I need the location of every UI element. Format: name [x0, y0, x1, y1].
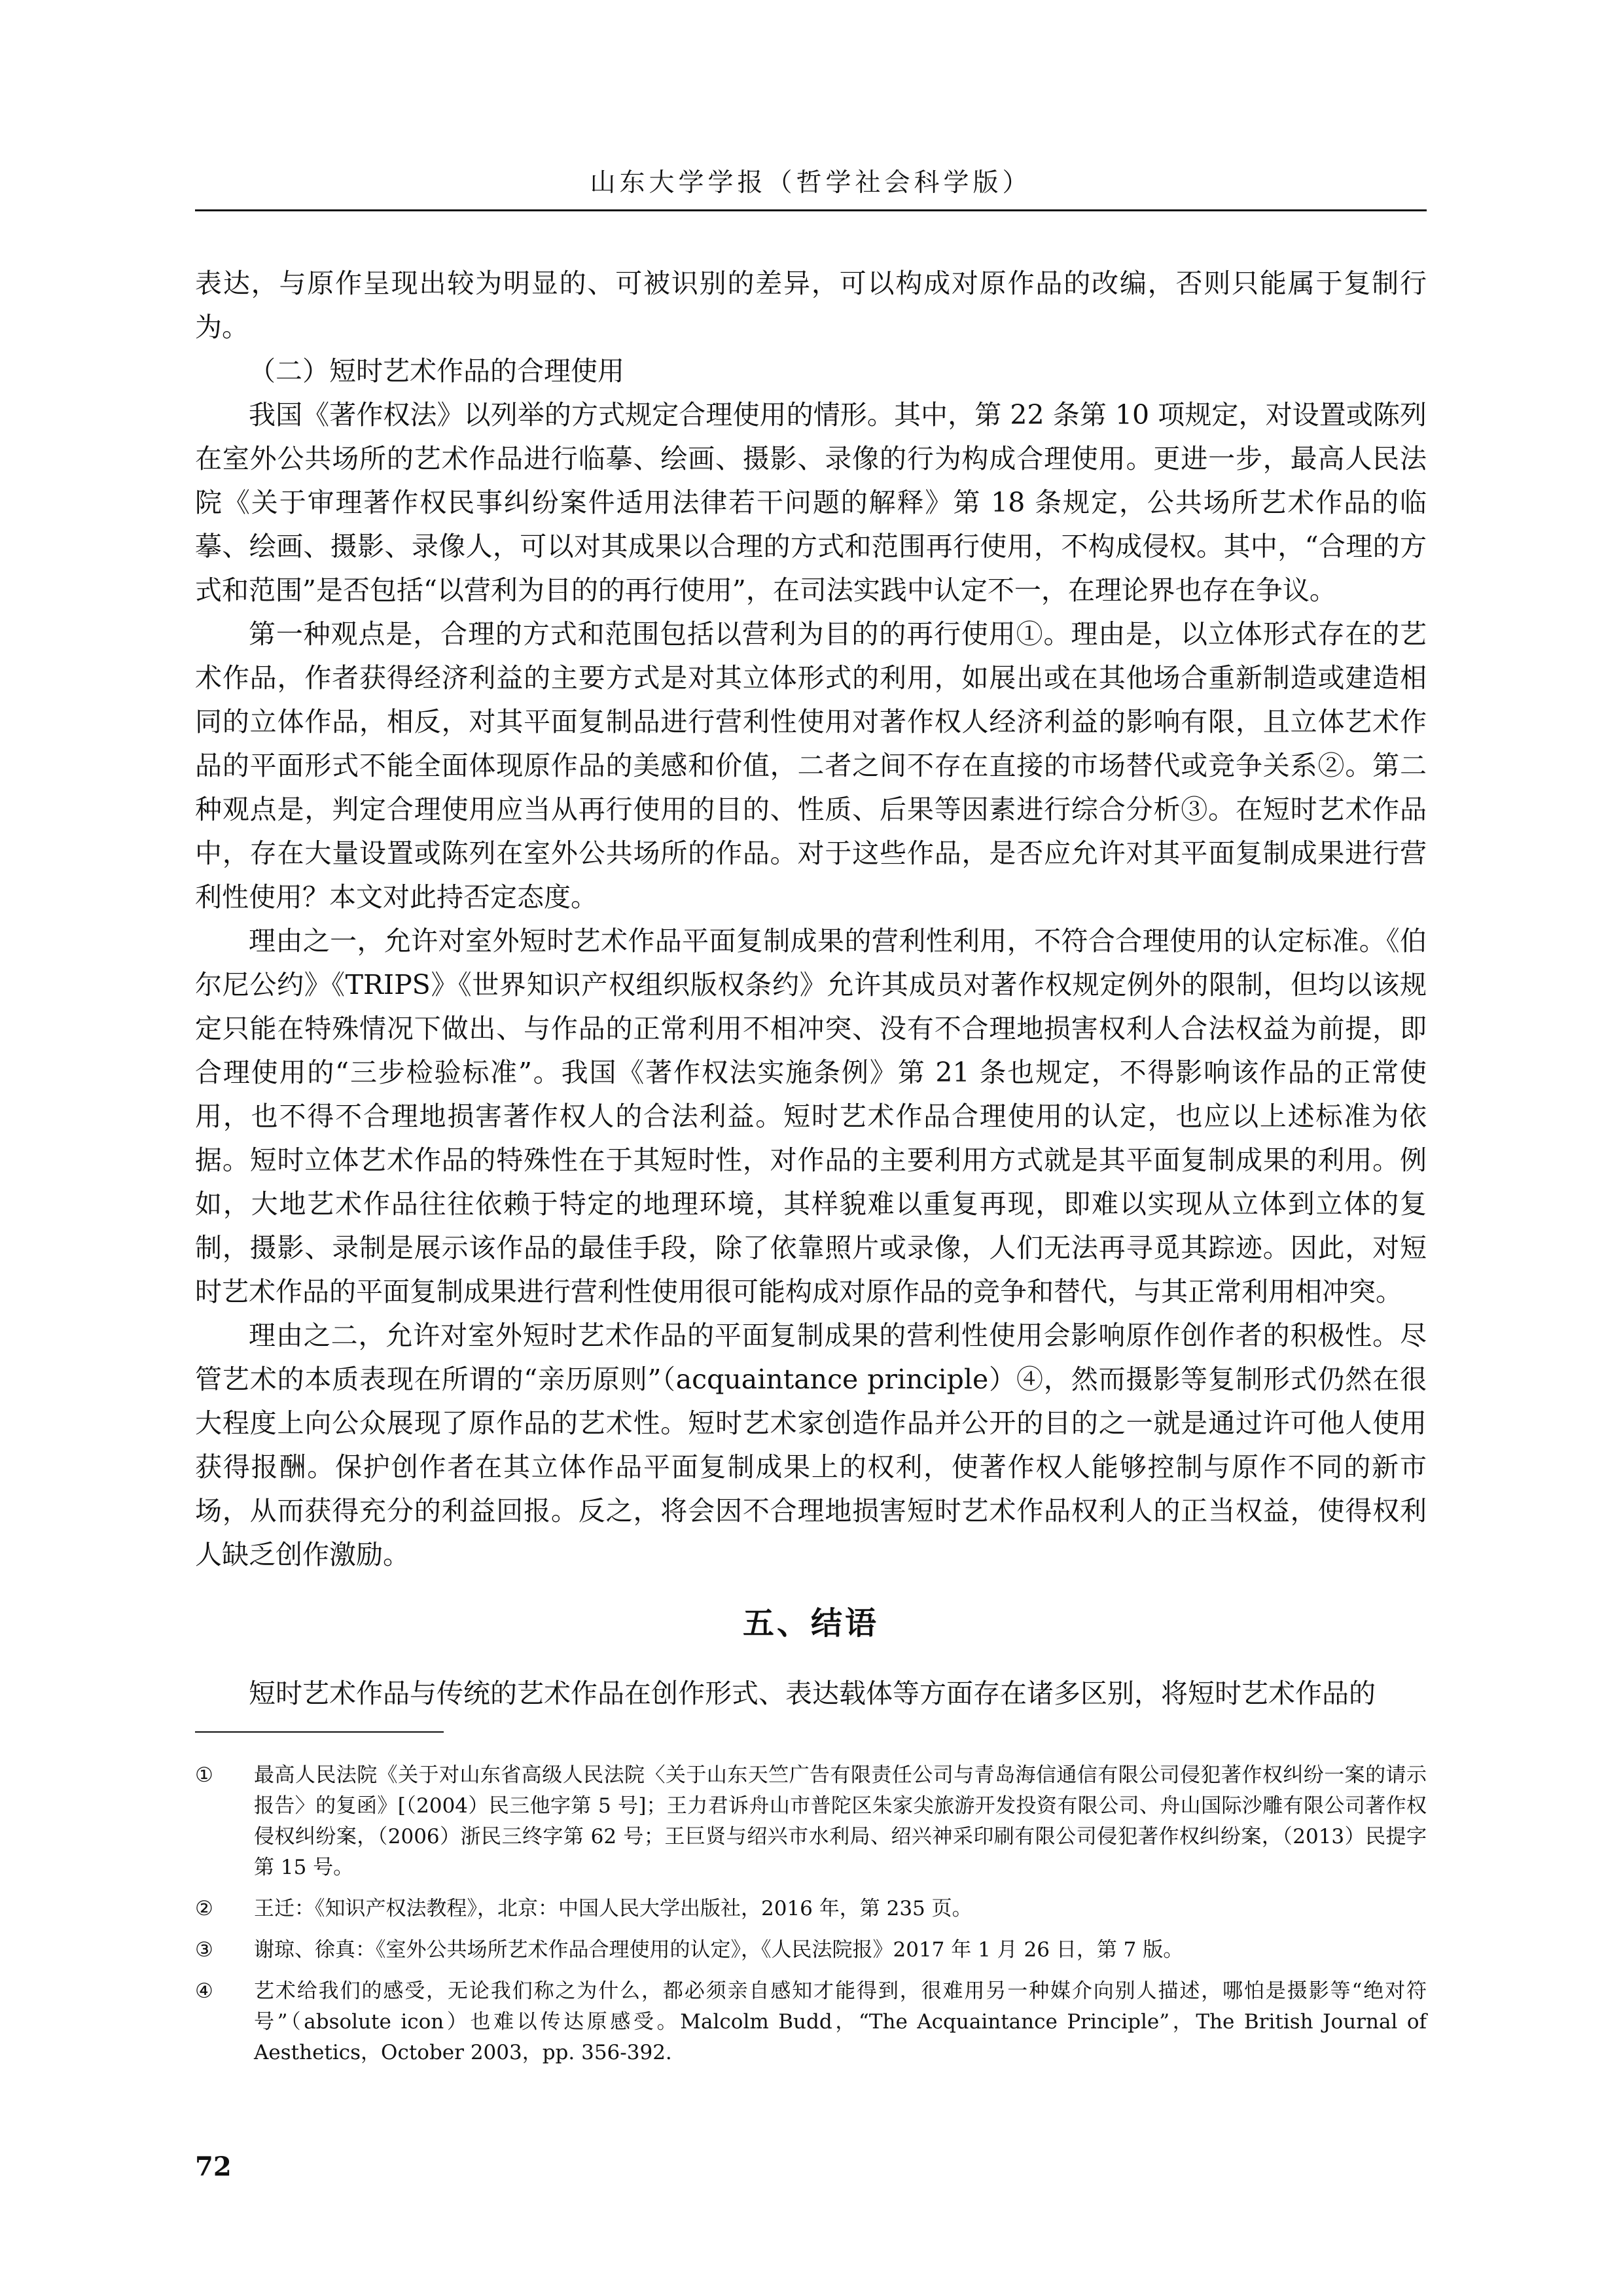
footnote-marker: ②	[195, 1897, 213, 1920]
footnote-text: 王迁：《知识产权法教程》，北京：中国人民大学出版社，2016 年，第 235 页。	[254, 1897, 972, 1920]
paragraph: 我国《著作权法》以列举的方式规定合理使用的情形。其中，第 22 条第 10 项规定，对设置或陈列在室外公共场所的艺术作品进行临摹、绘画、摄影、录像的行为构成合理使用。更进一步，最高人民法院《关于审理著作权民事纠纷案件适用法律若干问题的解释》第 18 条规定，公共场所艺术作品的临摹、绘画、摄影、录像人，可以对其成果以合理的方式和范围再行使用，不构成侵权。其中，“合理的方式和范围”是否包括“以营利为目的的再行使用”，在司法实践中认定不一，在理论界也存在争议。	[195, 399, 1427, 606]
page-number: 72	[195, 2151, 232, 2182]
footnote-text: 艺术给我们的感受，无论我们称之为什么，都必须亲自感知才能得到，很难用另一种媒介向别人描述，哪怕是摄影等“绝对符号”（absolute icon）也难以传达原感受。Malcolm Budd，“The Acquaintance Principle”，The British Journal of Aesthetics，October 2003，pp. 356-392.	[254, 1979, 1427, 2064]
footnote-marker: ①	[195, 1763, 213, 1787]
footnote	[195, 1760, 1427, 1883]
footnote	[195, 1935, 1427, 1966]
footnote-text: 最高人民法院《关于对山东省高级人民法院〈关于山东天竺广告有限责任公司与青岛海信通信有限公司侵犯著作权纠纷一案的请示报告〉的复函》[（2004）民三他字第 5 号]；王力君诉舟山市普陀区朱家尖旅游开发投资有限公司、舟山国际沙雕有限公司著作权侵权纠纷案，（2006）浙民三终字第 62 号；王巨贤与绍兴市水利局、绍兴神采印刷有限公司侵犯著作权纠纷案，（2013）民提字第 15 号。	[254, 1763, 1427, 1879]
footnote-text: 谢琼、徐真：《室外公共场所艺术作品合理使用的认定》，《人民法院报》2017 年 1 月 26 日，第 7 版。	[254, 1938, 1184, 1962]
running-head: 山东大学学报（哲学社会科学版）	[590, 168, 1032, 198]
footnote-rule	[195, 1731, 444, 1733]
footnote	[195, 1894, 1427, 1924]
section-title: 五、结语	[742, 1605, 879, 1642]
paragraph: 短时艺术作品与传统的艺术作品在创作形式、表达载体等方面存在诸多区别，将短时艺术作品的	[249, 1678, 1376, 1709]
footnote-marker: ③	[195, 1938, 213, 1962]
paragraph: 第一种观点是，合理的方式和范围包括以营利为目的的再行使用①。理由是，以立体形式存在的艺术作品，作者获得经济利益的主要方式是对其立体形式的利用，如展出或在其他场合重新制造或建造相同的立体作品，相反，对其平面复制品进行营利性使用对著作权人经济利益的影响有限，且立体艺术作品的平面形式不能全面体现原作品的美感和价值，二者之间不存在直接的市场替代或竞争关系②。第二种观点是，判定合理使用应当从再行使用的目的、性质、后果等因素进行综合分析③。在短时艺术作品中，存在大量设置或陈列在室外公共场所的作品。对于这些作品，是否应允许对其平面复制成果进行营利性使用？本文对此持否定态度。	[195, 618, 1427, 913]
paragraph: 理由之一，允许对室外短时艺术作品平面复制成果的营利性利用，不符合合理使用的认定标准。《伯尔尼公约》《TRIPS》《世界知识产权组织版权条约》允许其成员对著作权规定例外的限制，但均以该规定只能在特殊情况下做出、与作品的正常利用不相冲突、没有不合理地损害权利人合法权益为前提，即合理使用的“三步检验标准”。我国《著作权法实施条例》第 21 条也规定，不得影响该作品的正常使用，也不得不合理地损害著作权人的合法利益。短时艺术作品合理使用的认定，也应以上述标准为依据。短时立体艺术作品的特殊性在于其短时性，对作品的主要利用方式就是其平面复制成果的利用。例如，大地艺术作品往往依赖于特定的地理环境，其样貌难以重复再现，即难以实现从立体到立体的复制，摄影、录制是展示该作品的最佳手段，除了依靠照片或录像，人们无法再寻觅其踪迹。因此，对短时艺术作品的平面复制成果进行营利性使用很可能构成对原作品的竞争和替代，与其正常利用相冲突。	[195, 925, 1427, 1307]
paragraph: 理由之二，允许对室外短时艺术作品的平面复制成果的营利性使用会影响原作创作者的积极性。尽管艺术的本质表现在所谓的“亲历原则”（acquaintance principle）④，然而摄影等复制形式仍然在很大程度上向公众展现了原作品的艺术性。短时艺术家创造作品并公开的目的之一就是通过许可他人使用获得报酬。保护创作者在其立体作品平面复制成果上的权利，使著作权人能够控制与原作不同的新市场，从而获得充分的利益回报。反之，将会因不合理地损害短时艺术作品权利人的正当权益，使得权利人缺乏创作激励。	[195, 1320, 1427, 1570]
paragraph-continuation: 表达，与原作呈现出较为明显的、可被识别的差异，可以构成对原作品的改编，否则只能属于复制行为。	[195, 268, 1427, 343]
header-rule	[195, 209, 1427, 211]
body-text	[195, 262, 1427, 1716]
footnote-marker: ④	[195, 1979, 213, 2003]
footnotes	[195, 1760, 1427, 2079]
footnote	[195, 1976, 1427, 2068]
subsection-heading: （二）短时艺术作品的合理使用	[249, 355, 624, 387]
